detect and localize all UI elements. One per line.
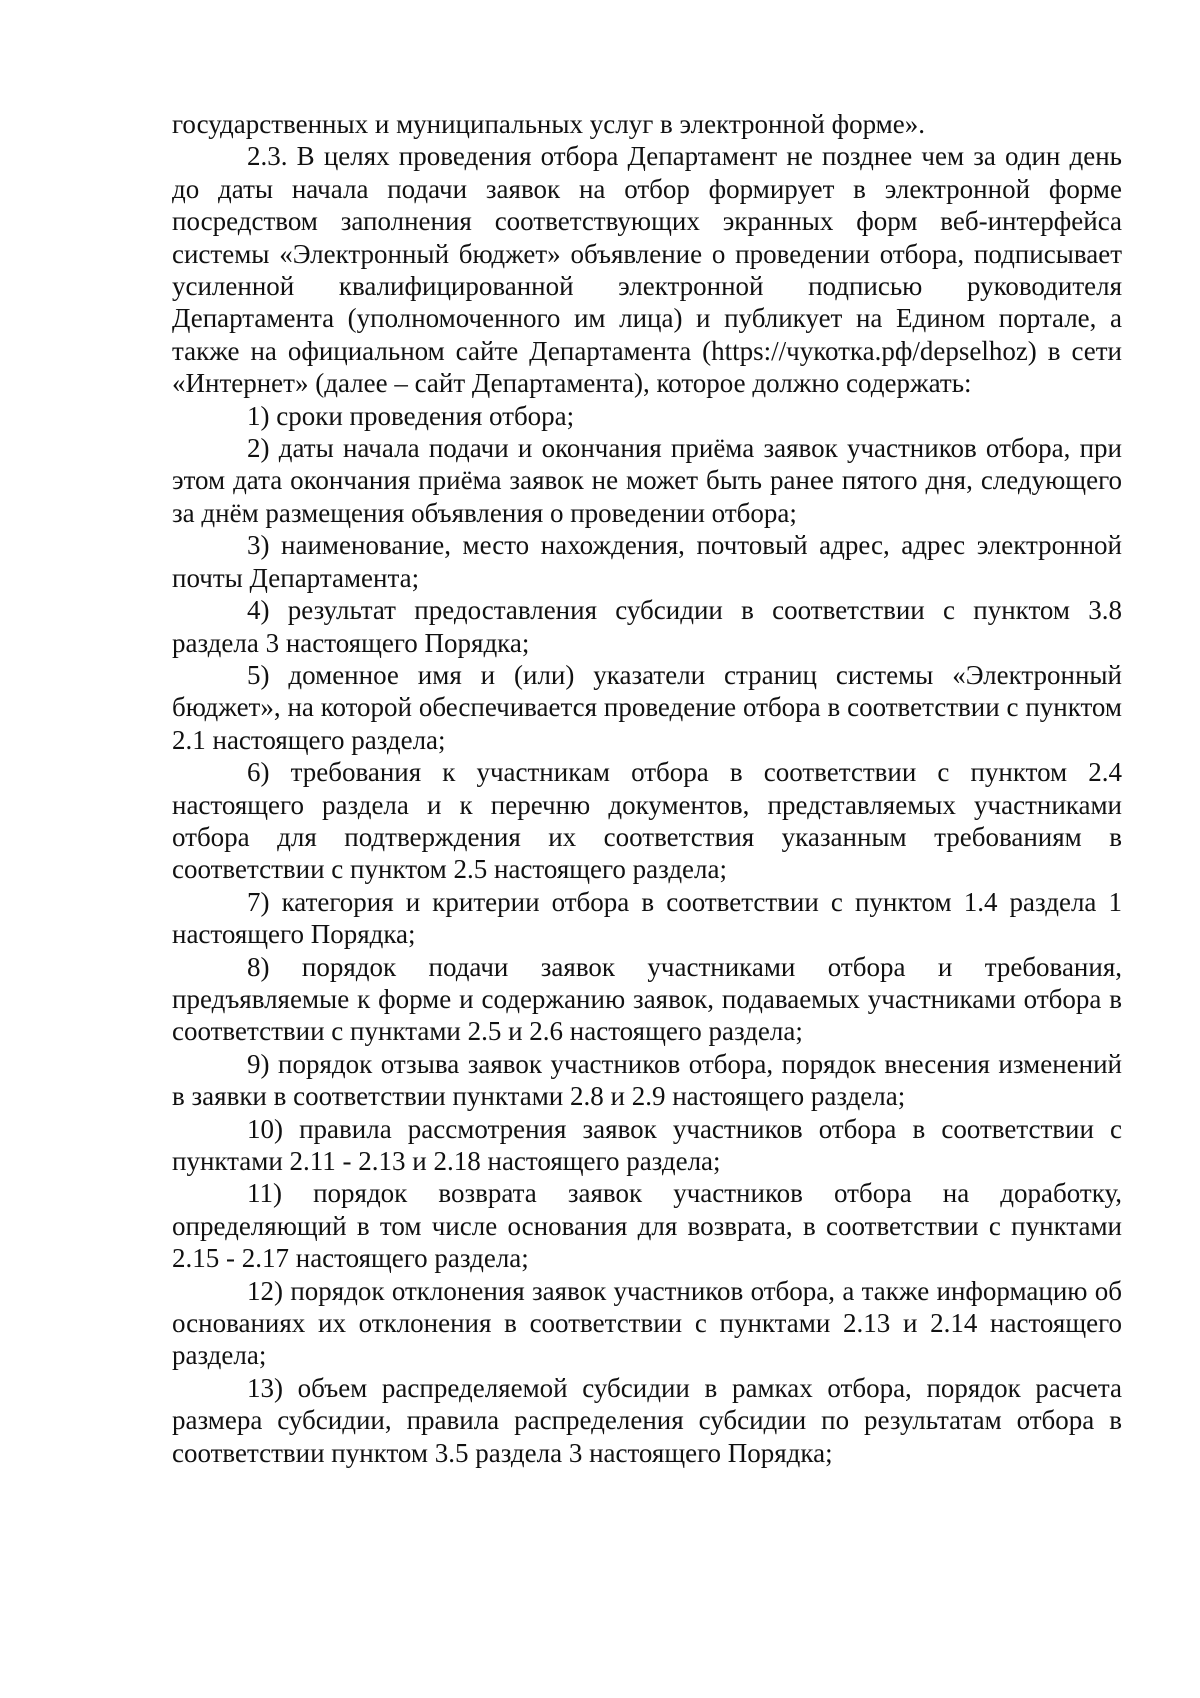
- list-item-10: 10) правила рассмотрения заявок участников отбора в соответствии с пунктами 2.11 - 2.13 и 2.18 настоящего раздела;: [172, 1113, 1122, 1176]
- list-item-13: 13) объем распределяемой субсидии в рамках отбора, порядок расчета размера субсидии, правила распределения субсидии по результатам отбора в соответствии пунктом 3.5 раздела 3 настоящего Порядка;: [172, 1372, 1122, 1468]
- list-item-11: 11) порядок возврата заявок участников отбора на доработку, определяющий в том числе основания для возврата, в соответствии с пунктами 2.15 - 2.17 настоящего раздела;: [172, 1178, 1122, 1274]
- list-item-8: 8) порядок подачи заявок участниками отбора и требования, предъявляемые к форме и содержанию заявок, подаваемых участниками отбора в соответствии с пунктами 2.5 и 2.6 настоящего раздела;: [172, 951, 1122, 1047]
- list-item-2: 2) даты начала подачи и окончания приёма заявок участников отбора, при этом дата окончания приёма заявок не может быть ранее пятого дня, следующего за днём размещения объявления о проведении отбора;: [172, 433, 1122, 528]
- list-item-7: 7) категория и критерии отбора в соответствии с пунктом 1.4 раздела 1 настоящего Порядка;: [172, 886, 1122, 950]
- list-item-3: 3) наименование, место нахождения, почтовый адрес, адрес электронной почты Департамента;: [172, 530, 1122, 593]
- list-item-6: 6) требования к участникам отбора в соответствии с пунктом 2.4 настоящего раздела и к перечню документов, представляемых участниками отбора для подтверждения их соответствия указанным требованиям в соответствии с пунктом 2.5 настоящего раздела;: [172, 757, 1122, 885]
- paragraph-2-3: 2.3. В целях проведения отбора Департамент не позднее чем за один день до даты начала подачи заявок на отбор формирует в электронной форме посредством заполнения соответствующих экранных форм веб-интерфейса системы «Электронный бюджет» объявление о проведении отбора, подписывает усиленной квалифицированной электронной подписью руководителя Департамента (уполномоченного им лица) и публикует на Едином портале, а также на официальном сайте Департамента (https://чукотка.рф/depselhoz) в сети «Интернет» (далее – сайт Департамента), которое должно содержать:: [172, 141, 1122, 399]
- document-page: [172, 108, 1122, 1469]
- list-item-12: 12) порядок отклонения заявок участников отбора, а также информацию об основаниях их отклонения в соответствии с пунктами 2.13 и 2.14 настоящего раздела;: [172, 1275, 1122, 1371]
- list-item-9: 9) порядок отзыва заявок участников отбора, порядок внесения изменений в заявки в соответствии пунктами 2.8 и 2.9 настоящего раздела;: [172, 1048, 1122, 1112]
- list-item-1: 1) сроки проведения отбора;: [247, 400, 575, 431]
- list-item-5: 5) доменное имя и (или) указатели страниц системы «Электронный бюджет», на которой обеспечивается проведение отбора в соответствии с пунктом 2.1 настоящего раздела;: [172, 659, 1122, 755]
- list-item-4: 4) результат предоставления субсидии в соответствии с пунктом 3.8 раздела 3 настоящего Порядка;: [172, 595, 1122, 658]
- paragraph-continuation: государственных и муниципальных услуг в электронной форме».: [172, 109, 925, 139]
